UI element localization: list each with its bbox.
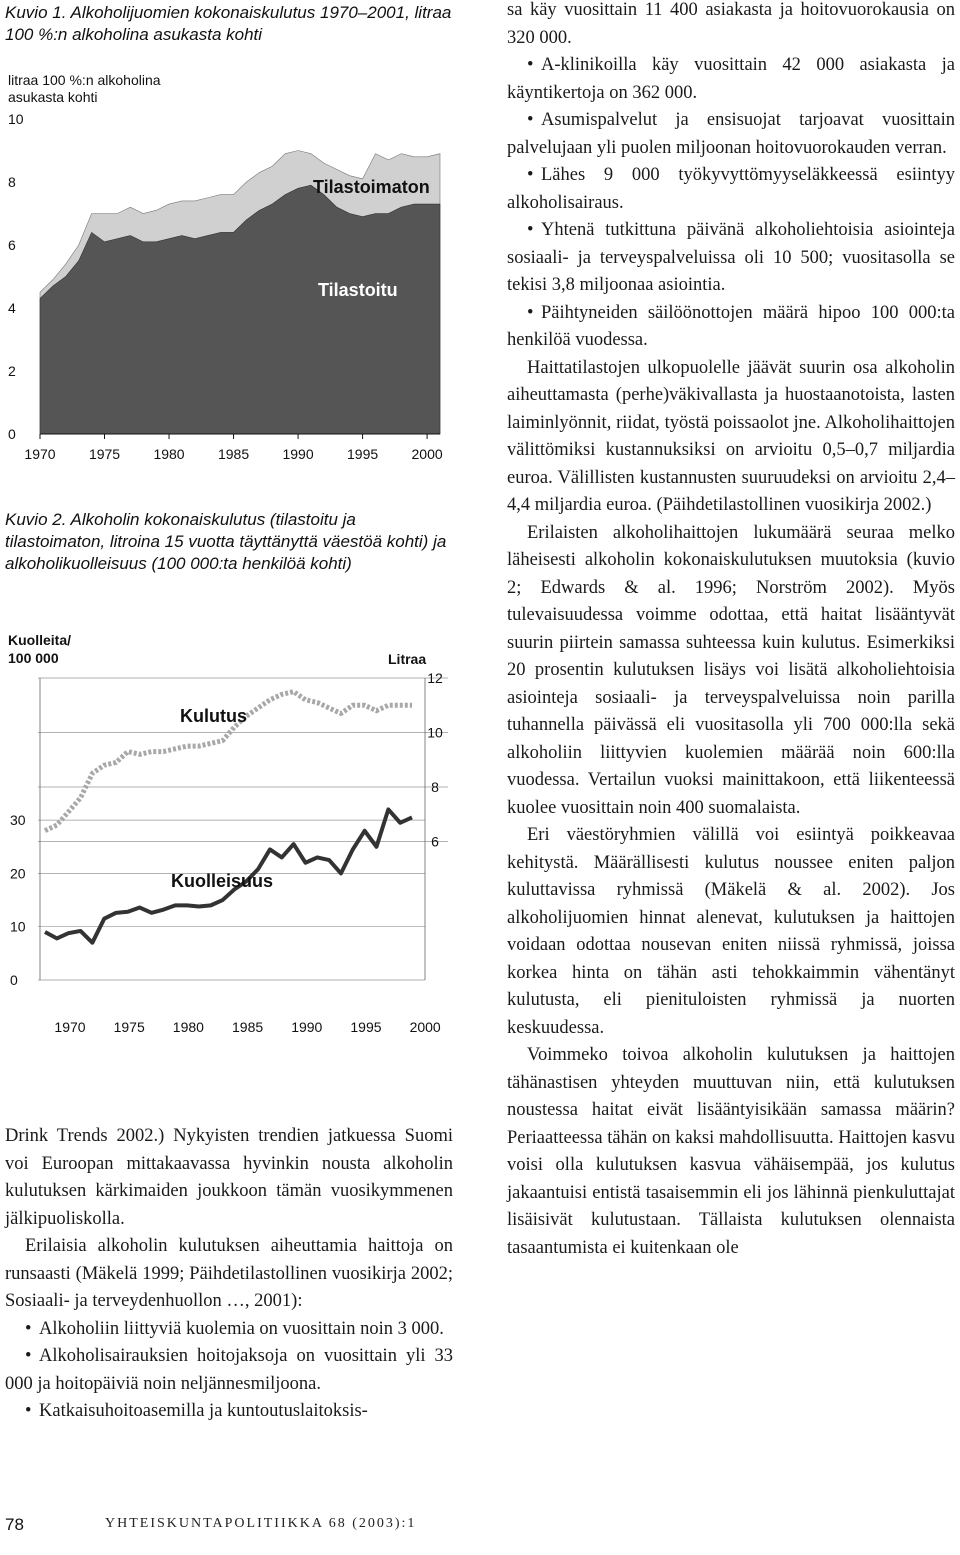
figure2-right-unit: Litraa: [388, 651, 427, 667]
figure1-x-tick-label: 1985: [217, 446, 250, 462]
right-bullet-2: [507, 107, 955, 162]
figure1-unit-line1: litraa 100 %:n alkoholina: [8, 72, 161, 88]
figure2-label-mortality: Kuolleisuus: [171, 871, 274, 891]
figure2-x-tick-label: 1970: [54, 1019, 86, 1035]
left-bullet-3: [5, 1398, 453, 1426]
figure1-caption: Kuvio 1. Alkoholijuomien kokonaiskulutus 1970–2001, litraa 100 %:n alkoholina asukasta kohti: [5, 3, 452, 44]
bullet-icon: •: [527, 110, 534, 130]
figure1-x-tick-label: 1990: [282, 446, 314, 462]
bullet-icon: •: [527, 55, 534, 75]
right-line-1: sa käy vuosittain 11 400 asiakasta ja hoitovuorokausia on 320 000.: [507, 0, 955, 48]
bullet-icon: •: [25, 1318, 32, 1339]
figure2-x-tick-label: 1985: [232, 1019, 264, 1035]
left-bullet-1-text: Alkoholiin liittyviä kuolemia on vuosittain noin 3 000.: [39, 1318, 444, 1339]
figure1-y-tick-label: 0: [8, 426, 16, 442]
figure1-y-tick-label: 2: [8, 363, 16, 379]
left-bullet-2: [5, 1343, 453, 1398]
right-bullet-4-text: Yhtenä tutkittuna päivänä alkoholiehtoisia asiointeja sosiaali- ja terveyspalveluissa oli 10 500; vuositasolla se tekisi 3,8 miljoonaa asiointia.: [507, 220, 955, 295]
figure2-right-tick-label: 10: [427, 724, 443, 741]
figure2-left-unit-line2: 100 000: [8, 650, 59, 666]
figure1-label-recorded: Tilastoitu: [318, 280, 398, 300]
figure1-x-tick-label: 1975: [88, 446, 121, 462]
figure2-x-tick-label: 1995: [350, 1019, 382, 1035]
right-paragraph-3: Eri väestöryhmien välillä voi esiintyä poikkeavaa kehitystä. Määrällisesti kulutus noussee eniten paljon kuluttavissa ryhmissä (Mäkelä & al. 2002). Jos alkoholijuomien hinnat alenevat, kulutuksen ja haittojen voidaan odottaa nousevan eniten niissä ryhmissä, joissa korkea hinta on tähän asti tehokkaimmin vähentänyt kulutusta, eli pienituloisten ryhmissä ja nuorten keskuudessa.: [507, 825, 955, 1038]
left-paragraph-1: Drink Trends 2002.) Nykyisten trendien jatkuessa Suomi voi Euroopan mittakaavassa hyvinkin nousta alkoholin kulutuksen kärkimaiden joukkoon tämän vuosikymmenen jälkipuoliskolla.: [5, 1126, 453, 1229]
figure2-right-tick-label: 8: [431, 779, 439, 795]
left-text-column: [5, 1123, 453, 1426]
right-bullet-3: [507, 162, 955, 217]
right-paragraph-2: Erilaisten alkoholihaittojen lukumäärä seuraa melko läheisesti alkoholin kokonaiskulutuksen muutoksia (kuvio 2; Edwards & al. 1996; Norström 2002). Myös tulevaisuudessa voimme odottaa, että haitat lisääntyvät suurin piirtein samassa suhteessa kuin kulutus. Esimerkiksi 20 prosentin kulutuksen lisäys voi lisätä alkoholiehtoisia asiointeja sosiaali- ja terveyspalveluissa noin parilla tuhannella päivässä eli vuositasolla yli 700 000:lla sekä alkoholiin liittyvien kuolemien määrää noin 600:lla vuodessa. Vertailun vuoksi mainittakoon, että liikenteessä kuolee vuosittain noin 400 suomalaista.: [507, 522, 955, 818]
figure1-chart: [0, 65, 470, 470]
figure2-x-tick-label: 1980: [172, 1019, 204, 1035]
right-paragraph-1: Haittatilastojen ulkopuolelle jäävät suurin osa alkoholin aiheuttamasta (perhe)väkivallasta ja huostaanotoista, lasten laiminlyönnit, riidat, työstä poissaolot jne. Alkoholihaittojen välittömiksi kustannuksiksi on arvioitu 0,5–0,7 miljardia euroa. Välillisten kustannusten suuruudeksi on arvioitu 2,4–4,4 miljardia euroa. (Päihdetilastollinen vuosikirja 2002.): [507, 357, 955, 515]
figure2-x-tick-label: 2000: [409, 1019, 441, 1035]
figure2-left-tick-label: 10: [10, 918, 26, 935]
figure1-unit-line2: asukasta kohti: [8, 89, 98, 105]
left-paragraph-2: Erilaisia alkoholin kulutuksen aiheuttamia haittoja on runsaasti (Mäkelä 1999; Päihdetilastollinen vuosikirja 2002; Sosiaali- ja terveydenhuollon …, 2001):: [5, 1236, 453, 1311]
figure2-label-consumption: Kulutus: [180, 706, 247, 726]
right-bullet-1: [507, 52, 955, 107]
figure2-caption: Kuvio 2. Alkoholin kokonaiskulutus (tilastoitu ja tilastoimaton, litroina 15 vuotta täyttänyttä väestöä kohti) ja alkoholikuolleisuus (100 000:ta henkilöä kohti): [5, 510, 447, 573]
figure2-right-tick-label: 12: [427, 670, 443, 686]
figure1-y-tick-label: 6: [8, 237, 16, 253]
bullet-icon: •: [527, 302, 534, 323]
right-bullet-5: [507, 300, 955, 355]
figure2-left-tick-label: 0: [10, 972, 18, 988]
journal-title: YHTEISKUNTAPOLITIIKKA 68 (2003):1: [105, 1516, 417, 1531]
figure1-x-tick-label: 1970: [24, 446, 56, 462]
right-paragraph-4: Voimmeko toivoa alkoholin kulutuksen ja haittojen tähänastisen yhteyden muuttuvan niin, että kulutuksen noustessa haitat eivät lisääntyisikään samassa määrin? Periaatteessa tähän on kaksi mahdollisuutta. Haittojen kasvu voisi olla kulutuksen kasvua vähäisempää, jos kulutus jakaantuisi entistä tasaisemmin eli jos lähinnä pienkuluttajat lisäisivät kulutustaan. Tällaista kulutuksen olennaista tasaantumista ei kuitenkaan ole: [507, 1045, 955, 1258]
right-bullet-5-text: Päihtyneiden säilöönottojen määrä hipoo 100 000:ta henkilöä vuodessa.: [507, 302, 955, 350]
right-bullet-4: [507, 217, 955, 300]
figure1-x-tick-label: 1995: [347, 446, 379, 462]
figure2-chart: [0, 628, 470, 1048]
figure1-x-tick-label: 1980: [153, 446, 185, 462]
figure2-x-tick-label: 1975: [113, 1019, 145, 1035]
figure2-x-tick-label: 1990: [291, 1019, 323, 1035]
figure1-y-tick-label: 4: [8, 300, 16, 316]
left-bullet-2-text: Alkoholisairauksien hoitojaksoja on vuosittain yli 33 000 ja hoitopäiviä noin neljännesmiljoona.: [5, 1346, 453, 1394]
figure1-y-tick-label: 10: [8, 111, 24, 127]
figure2-left-tick-label: 30: [10, 812, 26, 829]
page-number: 78: [5, 1515, 24, 1534]
figure1-y-tick-label: 8: [8, 174, 16, 190]
bullet-icon: •: [527, 220, 534, 240]
bullet-icon: •: [527, 165, 534, 185]
right-text-column: [507, 0, 955, 1262]
figure2-right-tick-label: 6: [431, 833, 439, 850]
figure1-x-tick-label: 2000: [411, 446, 443, 462]
bullet-icon: •: [25, 1346, 32, 1366]
right-bullet-3-text: Lähes 9 000 työkyvyttömyyseläkkeessä esiintyy alkoholisairaus.: [507, 165, 955, 213]
figure2-left-unit-line1: Kuolleita/: [8, 632, 72, 648]
right-bullet-1-text: A-klinikoilla käy vuosittain 42 000 asiakasta ja käyntikertoja on 362 000.: [507, 55, 955, 103]
right-bullet-2-text: Asumispalvelut ja ensisuojat tarjoavat vuosittain palvelujaan yli puolen miljoonan hoitovuorokauden verran.: [507, 110, 955, 158]
left-bullet-1: [5, 1316, 453, 1344]
bullet-icon: •: [25, 1401, 32, 1421]
figure1-label-unrecorded: Tilastoimaton: [313, 177, 430, 197]
figure2-left-tick-label: 20: [10, 865, 26, 882]
left-bullet-3-text: Katkaisuhoitoasemilla ja kuntoutuslaitoksis-: [39, 1401, 368, 1421]
